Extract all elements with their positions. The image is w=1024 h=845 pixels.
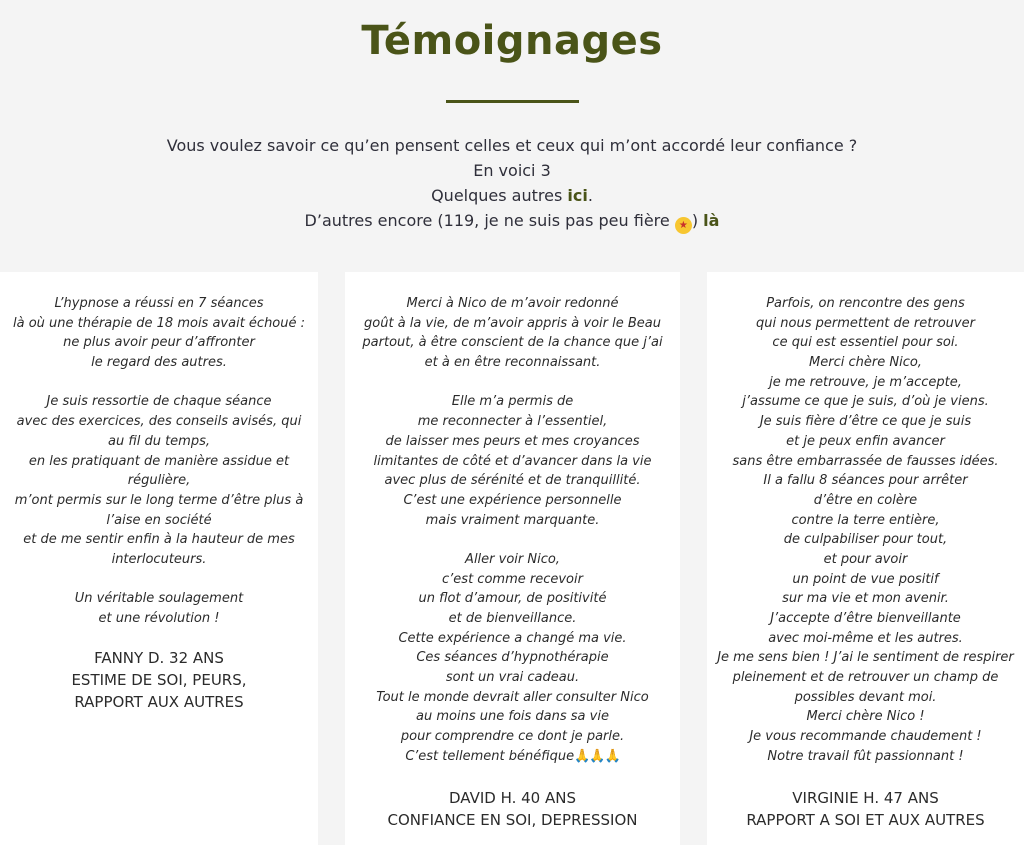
quote-line: Un véritable soulagement — [74, 591, 244, 607]
quote-line: sur ma vie et mon avenir. — [782, 591, 949, 607]
quote-line — [0, 570, 318, 590]
quote-line: possibles devant moi. — [794, 689, 937, 705]
author-name: VIRGINIE H. 47 ANS — [792, 788, 939, 807]
quote-line: et une révolution ! — [98, 611, 220, 626]
author-topic: RAPPORT A SOI ET AUX AUTRES — [746, 810, 985, 829]
quote-line: Ces séances d’hypnothérapie — [416, 650, 609, 666]
quote-line: Merci chère Nico ! — [806, 709, 925, 725]
quote-line: au fil du temps, — [107, 433, 211, 449]
author-topic: CONFIANCE EN SOI, DEPRESSION — [387, 810, 638, 829]
quote-line: le regard des autres. — [91, 355, 227, 371]
intro-line-4-suffix: ) — [691, 211, 704, 230]
quote-line: un point de vue positif — [792, 571, 939, 587]
intro-line-4 — [0, 208, 1024, 234]
quote-line: ce qui est essentiel pour soi. — [772, 335, 959, 351]
quote-line: pour comprendre ce dont je parle. — [400, 729, 625, 745]
quote-line: et de me sentir enfin à la hauteur de mes — [23, 532, 295, 548]
testimonial-card-2 — [345, 272, 680, 845]
intro-line-1: Vous voulez savoir ce qu’en pensent celles et ceux qui m’ont accordé leur confiance ? — [166, 136, 858, 155]
quote-line: en les pratiquant de manière assidue et — [28, 453, 290, 469]
testimonial-author-3 — [707, 787, 1024, 831]
author-topic: RAPPORT AUX AUTRES — [74, 692, 244, 711]
quote-line: de culpabiliser pour tout, — [783, 532, 948, 548]
quote-line: avec des exercices, des conseils avisés, qui — [16, 414, 302, 430]
author-topic: ESTIME DE SOI, PEURS, — [71, 670, 247, 689]
quote-line: et de bienveillance. — [448, 611, 577, 626]
quote-line: Cette expérience a changé ma vie. — [398, 630, 627, 646]
quote-line: Il a fallu 8 séances pour arrêter — [763, 473, 968, 489]
quote-line: contre la terre entière, — [791, 512, 940, 528]
quote-line: Je me sens bien ! J’ai le sentiment de respirer — [717, 650, 1014, 666]
quote-line: Je suis ressortie de chaque séance — [46, 394, 272, 410]
quote-line: m’ont permis sur le long terme d’être plus à — [14, 492, 304, 508]
intro-line-3 — [0, 183, 1024, 208]
star-struck-emoji-icon: ★ — [675, 217, 692, 234]
quote-line — [345, 373, 680, 393]
quote-line: avec plus de sérénité et de tranquillité. — [384, 473, 641, 489]
author-name: FANNY D. 32 ANS — [94, 648, 224, 667]
testimonials-header — [0, 0, 1024, 272]
testimonial-quote-1 — [0, 272, 318, 629]
quote-line: mais vraiment marquante. — [425, 512, 600, 528]
quote-line: j’assume ce que je suis, d’où je viens. — [742, 394, 989, 410]
quote-line: régulière, — [127, 473, 191, 489]
quote-line: et à en être reconnaissant. — [424, 355, 601, 371]
quote-line: sont un vrai cadeau. — [445, 670, 580, 686]
quote-line: Tout le monde devrait aller consulter Nico — [376, 689, 649, 705]
quote-line: goût à la vie, de m’avoir appris à voir le Beau — [364, 315, 661, 331]
intro-line-4-prefix: D’autres encore (119, je ne suis pas peu fière — [304, 211, 675, 230]
quote-line: de laisser mes peurs et mes croyances — [385, 433, 640, 449]
quote-line: L’hypnose a réussi en 7 séances — [54, 296, 264, 311]
intro-line-3-prefix: Quelques autres — [431, 186, 568, 205]
quote-line: J’accepte d’être bienveillante — [770, 611, 961, 626]
quote-line: Merci à Nico de m’avoir redonné — [406, 296, 619, 311]
quote-line: d’être en colère — [813, 492, 918, 508]
page-title: Témoignages — [361, 18, 663, 64]
intro-text — [0, 133, 1024, 234]
intro-line-2: En voici 3 — [473, 161, 551, 180]
quote-line: Je vous recommande chaudement ! — [749, 729, 982, 745]
quote-line: Notre travail fût passionnant ! — [767, 748, 964, 764]
testimonial-card-3 — [707, 272, 1024, 845]
quote-line: Aller voir Nico, — [465, 551, 560, 567]
quote-line: interlocuteurs. — [111, 551, 207, 567]
quote-line: sans être embarrassée de fausses idées. — [732, 453, 999, 469]
quote-line: et je peux enfin avancer — [786, 433, 945, 449]
quote-line: C’est une expérience personnelle — [403, 492, 622, 508]
testimonial-card-1 — [0, 272, 318, 845]
quote-line: pleinement et de retrouver un champ de — [732, 670, 999, 686]
quote-line: partout, à être conscient de la chance que j’ai — [362, 335, 663, 351]
quote-line: là où une thérapie de 18 mois avait échoué : — [12, 315, 306, 331]
quote-line: Merci chère Nico, — [809, 355, 922, 371]
quote-line: me reconnecter à l’essentiel, — [417, 414, 608, 430]
quote-line: qui nous permettent de retrouver — [756, 315, 975, 331]
quote-line: je me retrouve, je m’accepte, — [769, 374, 962, 390]
testimonial-quote-3 — [707, 272, 1024, 767]
quote-line — [0, 373, 318, 393]
quote-line: ne plus avoir peur d’affronter — [63, 335, 255, 351]
intro-line-3-suffix: . — [587, 186, 593, 205]
testimonial-author-1 — [0, 647, 318, 713]
testimonial-author-2 — [345, 787, 680, 831]
quote-line: C’est tellement bénéfique🙏🙏🙏 — [345, 747, 680, 767]
quote-line: et pour avoir — [823, 551, 908, 567]
more-testimonials-link-la[interactable]: là — [703, 211, 720, 230]
quote-line: limitantes de côté et d’avancer dans la vie — [373, 453, 652, 469]
author-name: DAVID H. 40 ANS — [448, 788, 576, 807]
title-divider — [446, 100, 579, 103]
quote-line: Elle m’a permis de — [451, 394, 574, 410]
more-testimonials-link-ici[interactable]: ici — [567, 186, 588, 205]
quote-line: au moins une fois dans sa vie — [416, 709, 609, 725]
quote-line: un flot d’amour, de positivité — [418, 591, 607, 607]
quote-line: l’aise en société — [106, 512, 212, 528]
quote-line: Je suis fière d’être ce que je suis — [759, 414, 972, 430]
quote-line: avec moi-même et les autres. — [768, 630, 963, 646]
testimonial-quote-2 — [345, 272, 680, 767]
praying-hands-emoji-icon: 🙏🙏🙏 — [574, 748, 620, 764]
quote-line: Parfois, on rencontre des gens — [766, 296, 965, 311]
quote-line — [345, 530, 680, 550]
quote-line: c’est comme recevoir — [442, 571, 583, 587]
